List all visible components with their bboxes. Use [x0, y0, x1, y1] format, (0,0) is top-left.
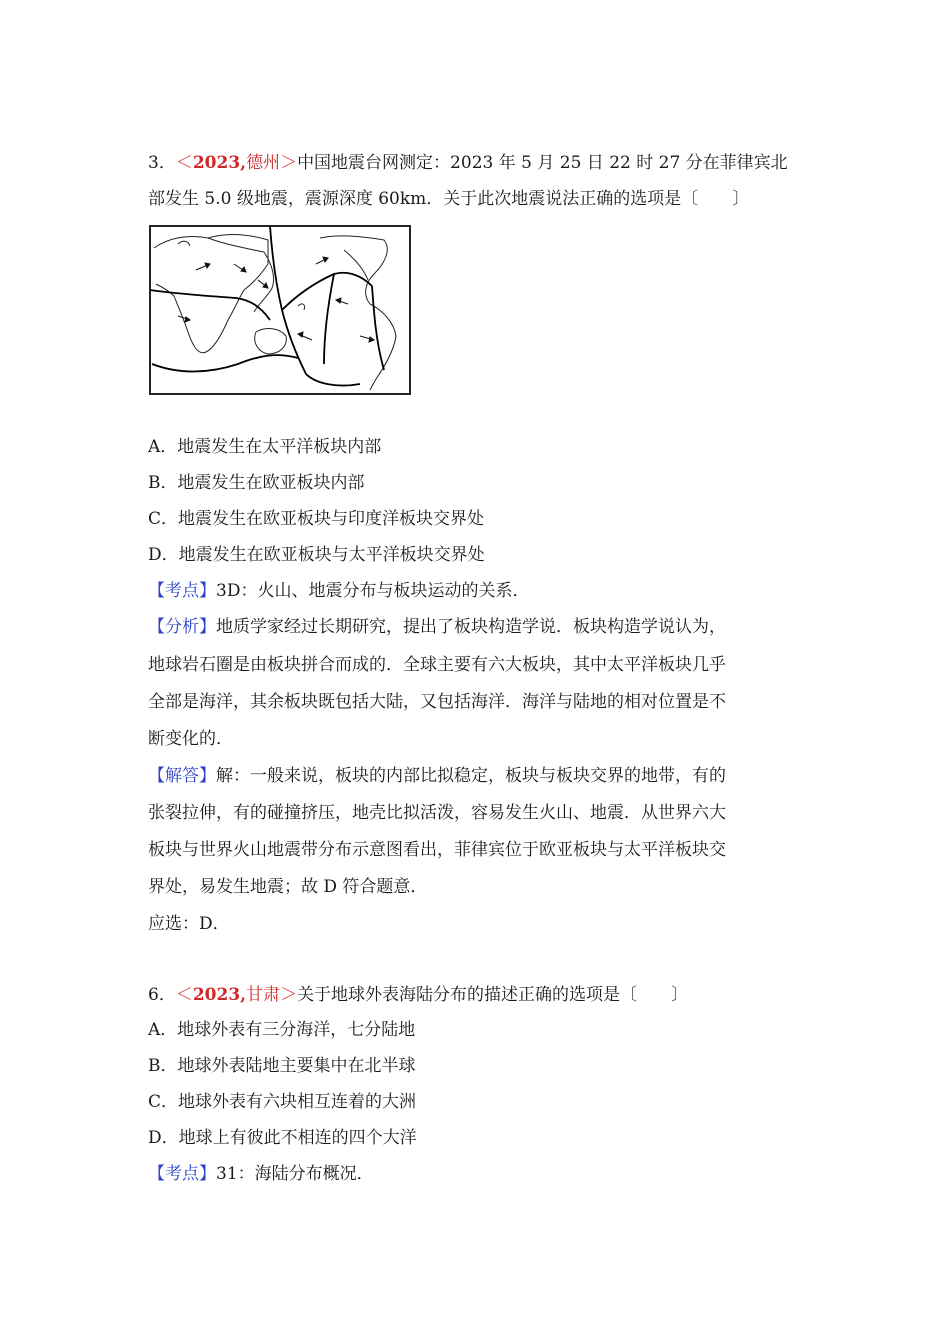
- q3-jieda-line4: 界处，易发生地震；故 D 符合题意．: [148, 877, 428, 897]
- q3-option-c: C．地震发生在欧亚板块与印度洋板块交界处: [148, 509, 485, 529]
- q3-option-b: B．地震发生在欧亚板块内部: [148, 473, 365, 493]
- q6-number: 6．: [148, 985, 176, 1005]
- q3-fenxi-line3: 全部是海洋，其余板块既包括大陆，又包括海洋．海洋与陆地的相对位置是不: [148, 692, 726, 712]
- q3-answer: 应选：D．: [148, 914, 230, 934]
- q3-stem-line2: 部发生 5.0 级地震，震源深度 60km．关于此次地震说法正确的选项是〔 〕: [148, 189, 750, 209]
- q3-kaodian: 【考点】3D：火山、地震分布与板块运动的关系．: [148, 581, 530, 601]
- jieda-tag: 【解答】: [148, 766, 216, 786]
- plate-boundary-world-map: [148, 224, 412, 396]
- q6-source: ＜2023,甘肃＞: [175, 985, 298, 1005]
- q6-option-a: A．地球外表有三分海洋，七分陆地: [148, 1020, 416, 1040]
- q3-source: ＜2023,德州＞: [175, 153, 298, 173]
- q3-jieda-line3: 板块与世界火山地震带分布示意图看出，菲律宾位于欧亚板块与太平洋板块交: [148, 840, 726, 860]
- kaodian-tag: 【考点】: [148, 581, 216, 601]
- q3-fenxi-line4: 断变化的．: [148, 729, 233, 749]
- q3-jieda-line2: 张裂拉伸，有的碰撞挤压，地壳比拟活泼，容易发生火山、地震．从世界六大: [148, 803, 726, 823]
- fenxi-tag: 【分析】: [148, 617, 216, 637]
- q3-jieda-line1: 【解答】解：一般来说，板块的内部比拟稳定，板块与板块交界的地带，有的: [148, 766, 726, 786]
- q3-number: 3．: [148, 153, 176, 173]
- q3-fenxi-line1: 【分析】地质学家经过长期研究，提出了板块构造学说．板块构造学说认为，: [148, 617, 726, 637]
- q3-option-a: A．地震发生在太平洋板块内部: [148, 437, 382, 457]
- kaodian-tag: 【考点】: [148, 1164, 216, 1184]
- q6-stem: 6．＜2023,甘肃＞关于地球外表海陆分布的描述正确的选项是〔 〕: [148, 985, 689, 1005]
- q6-option-d: D．地球上有彼此不相连的四个大洋: [148, 1128, 417, 1148]
- q6-option-b: B．地球外表陆地主要集中在北半球: [148, 1056, 416, 1076]
- q6-kaodian: 【考点】31：海陆分布概况．: [148, 1164, 374, 1184]
- q3-stem-line1: 3．＜2023,德州＞中国地震台网测定：2023 年 5 月 25 日 22 时 27 分在菲律宾北: [148, 153, 788, 173]
- q6-option-c: C．地球外表有六块相互连着的大洲: [148, 1092, 417, 1112]
- q3-fenxi-line2: 地球岩石圈是由板块拼合而成的．全球主要有六大板块，其中太平洋板块几乎: [148, 655, 726, 675]
- q3-option-d: D．地震发生在欧亚板块与太平洋板块交界处: [148, 545, 485, 565]
